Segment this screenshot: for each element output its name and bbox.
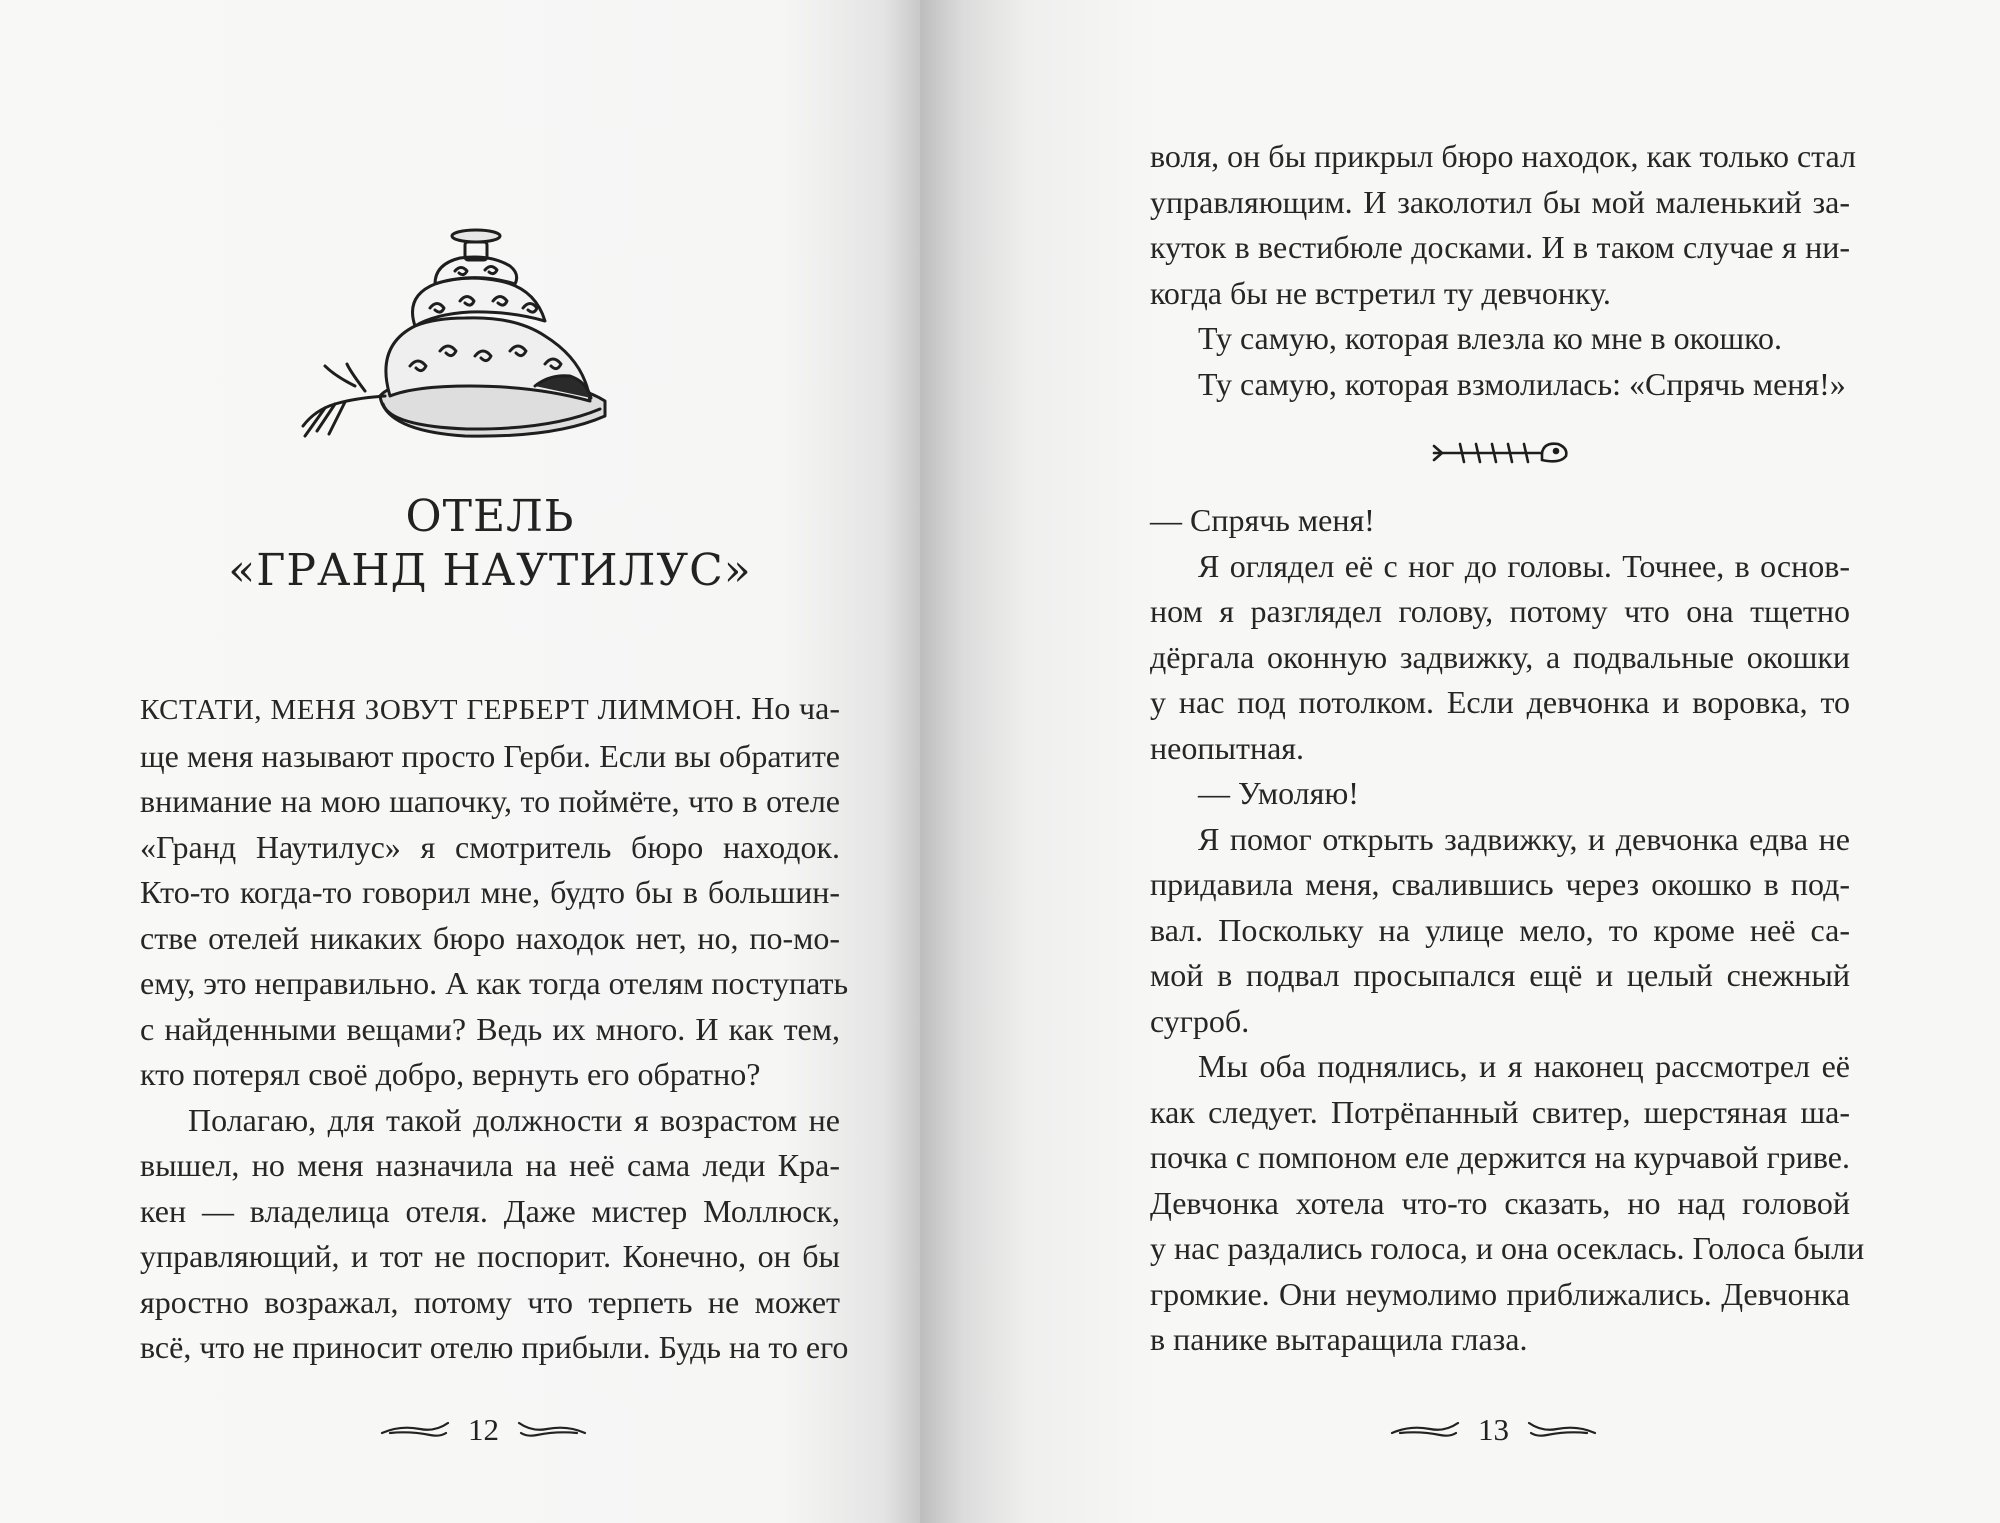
text-line: у нас под потолком. Если девчонка и воровка, то bbox=[1150, 684, 1850, 720]
folio-ornament-left-icon bbox=[380, 1419, 450, 1441]
text-line: кто потерял своё добро, вернуть его обратно? bbox=[140, 1056, 761, 1092]
text-line: вышел, но меня назначила на неё сама леди Кра- bbox=[140, 1147, 840, 1183]
text-line: у нас раздались голоса, и она осеклась. Голоса были bbox=[1150, 1230, 1865, 1266]
right-page-body-top bbox=[1150, 134, 1856, 407]
folio-ornament-left-icon bbox=[1390, 1419, 1460, 1441]
fishbone-divider-icon bbox=[1430, 438, 1570, 468]
text-line: Я помог открыть задвижку, и девчонка едва не bbox=[1198, 820, 1850, 857]
text-line: Мы оба поднялись, и я наконец рассмотрел её bbox=[1198, 1048, 1850, 1084]
text-line: дёргала оконную задвижку, а подвальные окошки bbox=[1150, 638, 1850, 675]
text-line: ном я разглядел голову, потому что она тщетно bbox=[1150, 593, 1850, 629]
text-line: Я оглядел её с ног до головы. Точнее, в основ- bbox=[1198, 547, 1850, 584]
right-page-body-bottom bbox=[1150, 498, 1865, 1363]
opening-rest: Но ча- bbox=[742, 690, 840, 726]
chapter-title bbox=[140, 490, 840, 598]
text-line: внимание на мою шапочку, то поймёте, что в отеле bbox=[140, 783, 840, 819]
text-line: как следует. Потрёпанный свитер, шерстяная ша- bbox=[1150, 1093, 1850, 1130]
text-line: — Спрячь меня! bbox=[1150, 502, 1375, 538]
text-line: управляющим. И заколотил бы мой маленький за- bbox=[1150, 183, 1850, 220]
left-page bbox=[0, 0, 920, 1523]
text-line: Ту самую, которая влезла ко мне в окошко. bbox=[1198, 320, 1783, 356]
text-line: с найденными вещами? Ведь их много. И как тем, bbox=[140, 1010, 840, 1047]
page-number-right bbox=[1390, 1410, 1597, 1450]
page-number: 13 bbox=[1478, 1412, 1509, 1447]
text-line: управляющий, и тот не поспорит. Конечно, он бы bbox=[140, 1238, 840, 1274]
hotel-bell-illustration bbox=[295, 226, 625, 456]
page-number-left bbox=[380, 1410, 587, 1450]
chapter-title-line-2: «ГРАНД НАУТИЛУС» bbox=[228, 545, 752, 596]
text-line: сугроб. bbox=[1150, 1002, 1250, 1039]
text-line: кен — владелица отеля. Даже мистер Моллюск, bbox=[140, 1192, 840, 1229]
text-line: ему, это неправильно. А как тогда отелям поступать bbox=[140, 965, 849, 1001]
text-line: громкие. Они неумолимо приближались. Девчонка bbox=[1150, 1275, 1850, 1312]
text-line: всё, что не приносит отелю прибыли. Будь на то его bbox=[140, 1329, 849, 1365]
text-line: — Умоляю! bbox=[1198, 775, 1359, 811]
text-line: неопытная. bbox=[1150, 729, 1304, 766]
text-line: мой в подвал просыпался ещё и целый снежный bbox=[1150, 957, 1850, 993]
left-page-body bbox=[140, 686, 849, 1371]
text-line: когда бы не встретил ту девчонку. bbox=[1150, 274, 1611, 311]
chapter-title-line-1: ОТЕЛЬ bbox=[405, 491, 575, 542]
text-line bbox=[140, 686, 840, 734]
text-line: куток в вестибюле досками. И в таком случае я ни- bbox=[1150, 229, 1850, 265]
text-line: в панике вытаращила глаза. bbox=[1150, 1321, 1528, 1357]
text-line: вал. Поскольку на улице мело, то кроме неё са- bbox=[1150, 911, 1850, 948]
text-line: «Гранд Наутилус» я смотритель бюро находок. bbox=[140, 828, 840, 865]
opening-smallcaps: КСТАТИ, МЕНЯ ЗОВУТ ГЕРБЕРТ ЛИММОН. bbox=[140, 694, 743, 726]
folio-ornament-right-icon bbox=[1527, 1419, 1597, 1441]
text-line: почка с помпоном еле держится на курчавой гриве. bbox=[1150, 1139, 1850, 1175]
text-line: Полагаю, для такой должности я возрастом не bbox=[188, 1101, 840, 1138]
page-number: 12 bbox=[468, 1412, 499, 1447]
text-line: ще меня называют просто Герби. Если вы обратите bbox=[140, 737, 840, 774]
folio-ornament-right-icon bbox=[517, 1419, 587, 1441]
text-line: яростно возражал, потому что терпеть не может bbox=[140, 1283, 840, 1320]
text-line: воля, он бы прикрыл бюро находок, как только стал bbox=[1150, 138, 1856, 174]
text-line: Кто-то когда-то говорил мне, будто бы в большин- bbox=[140, 874, 840, 910]
text-line: Ту самую, которая взмолилась: «Спрячь меня!» bbox=[1198, 365, 1846, 402]
text-line: придавила меня, свалившись через окошко в под- bbox=[1150, 866, 1850, 902]
text-line: стве отелей никаких бюро находок нет, но, по-мо- bbox=[140, 919, 840, 956]
text-line: Девчонка хотела что-то сказать, но над головой bbox=[1150, 1184, 1850, 1221]
